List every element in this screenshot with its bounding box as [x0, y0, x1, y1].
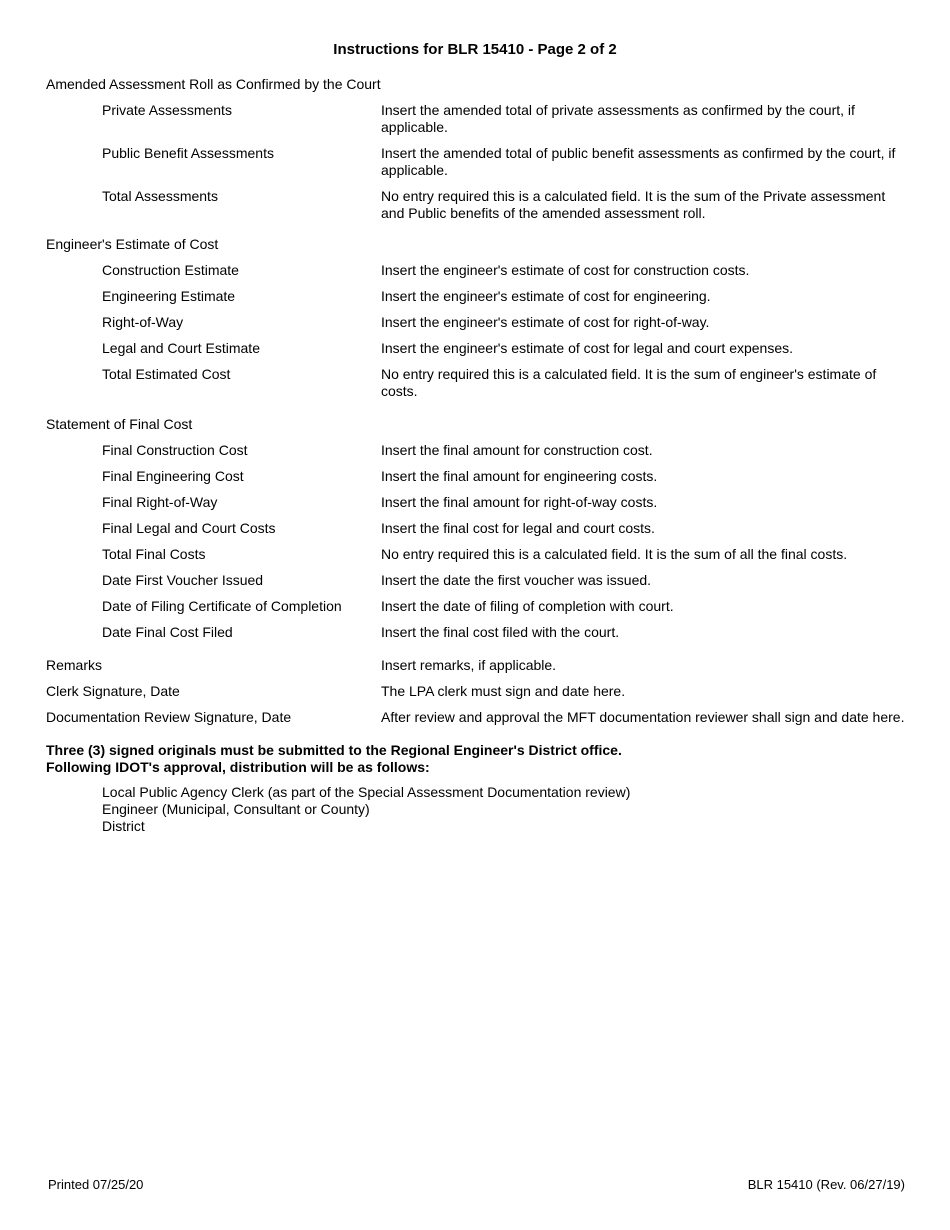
field-description: Insert the engineer's estimate of cost for right-of-way.: [381, 314, 710, 330]
field-description: After review and approval the MFT documentation reviewer shall sign and date here.: [381, 709, 905, 725]
submission-note-line: Following IDOT's approval, distribution will be as follows:: [46, 759, 430, 775]
field-label: Final Engineering Cost: [102, 468, 244, 484]
field-label: Private Assessments: [102, 102, 232, 118]
section-heading-amended-assessment-roll: Amended Assessment Roll as Confirmed by the Court: [46, 76, 381, 92]
field-description: Insert the amended total of private assessments as confirmed by the court, if applicable.: [381, 102, 855, 135]
field-description: Insert the final cost filed with the court.: [381, 624, 620, 640]
submission-note: [46, 742, 622, 776]
submission-note-line: Three (3) signed originals must be submitted to the Regional Engineer's District office.: [46, 742, 622, 758]
field-description: No entry required this is a calculated field. It is the sum of the Private assessment and Public benefits of the amended assessment roll.: [381, 188, 886, 221]
field-label: Public Benefit Assessments: [102, 145, 274, 161]
field-label: Final Right-of-Way: [102, 494, 218, 510]
field-label: Clerk Signature, Date: [46, 683, 180, 699]
field-label: Final Legal and Court Costs: [102, 520, 276, 536]
field-description: Insert the amended total of public benefit assessments as confirmed by the court, if applicable.: [381, 145, 896, 178]
field-description: The LPA clerk must sign and date here.: [381, 683, 626, 699]
section-heading-engineers-estimate: Engineer's Estimate of Cost: [46, 236, 219, 252]
field-description: Insert remarks, if applicable.: [381, 657, 557, 673]
field-label: Date First Voucher Issued: [102, 572, 264, 588]
distribution-item: Local Public Agency Clerk (as part of the Special Assessment Documentation review): [102, 784, 631, 800]
field-description: No entry required this is a calculated field. It is the sum of engineer's estimate of costs.: [381, 366, 877, 399]
field-description: No entry required this is a calculated field. It is the sum of all the final costs.: [381, 546, 848, 562]
distribution-list: [102, 784, 630, 835]
field-description: Insert the engineer's estimate of cost for engineering.: [381, 288, 711, 304]
field-label: Remarks: [46, 657, 103, 673]
field-label: Engineering Estimate: [102, 288, 236, 304]
distribution-item: Engineer (Municipal, Consultant or County): [102, 801, 370, 817]
section-heading-statement-of-final-cost: Statement of Final Cost: [46, 416, 193, 432]
field-description: Insert the final amount for engineering costs.: [381, 468, 658, 484]
field-label: Total Assessments: [102, 188, 218, 204]
field-description: Insert the final amount for right-of-way costs.: [381, 494, 658, 510]
page-title: Instructions for BLR 15410 - Page 2 of 2: [333, 41, 617, 58]
field-description: Insert the date the first voucher was issued.: [381, 572, 652, 588]
field-label: Construction Estimate: [102, 262, 239, 278]
field-label: Total Estimated Cost: [102, 366, 231, 382]
field-description: Insert the final amount for construction cost.: [381, 442, 653, 458]
field-label: Legal and Court Estimate: [102, 340, 260, 356]
printed-date: Printed 07/25/20: [48, 1177, 144, 1192]
form-revision: BLR 15410 (Rev. 06/27/19): [747, 1177, 905, 1192]
field-label: Date of Filing Certificate of Completion: [102, 598, 342, 614]
field-label: Documentation Review Signature, Date: [46, 709, 292, 725]
distribution-item: District: [102, 818, 145, 834]
field-description: Insert the engineer's estimate of cost for construction costs.: [381, 262, 750, 278]
field-label: Date Final Cost Filed: [102, 624, 233, 640]
field-label: Total Final Costs: [102, 546, 206, 562]
field-description: Insert the final cost for legal and court costs.: [381, 520, 655, 536]
field-description: Insert the date of filing of completion with court.: [381, 598, 674, 614]
field-description: Insert the engineer's estimate of cost for legal and court expenses.: [381, 340, 794, 356]
field-label: Right-of-Way: [102, 314, 184, 330]
field-label: Final Construction Cost: [102, 442, 248, 458]
